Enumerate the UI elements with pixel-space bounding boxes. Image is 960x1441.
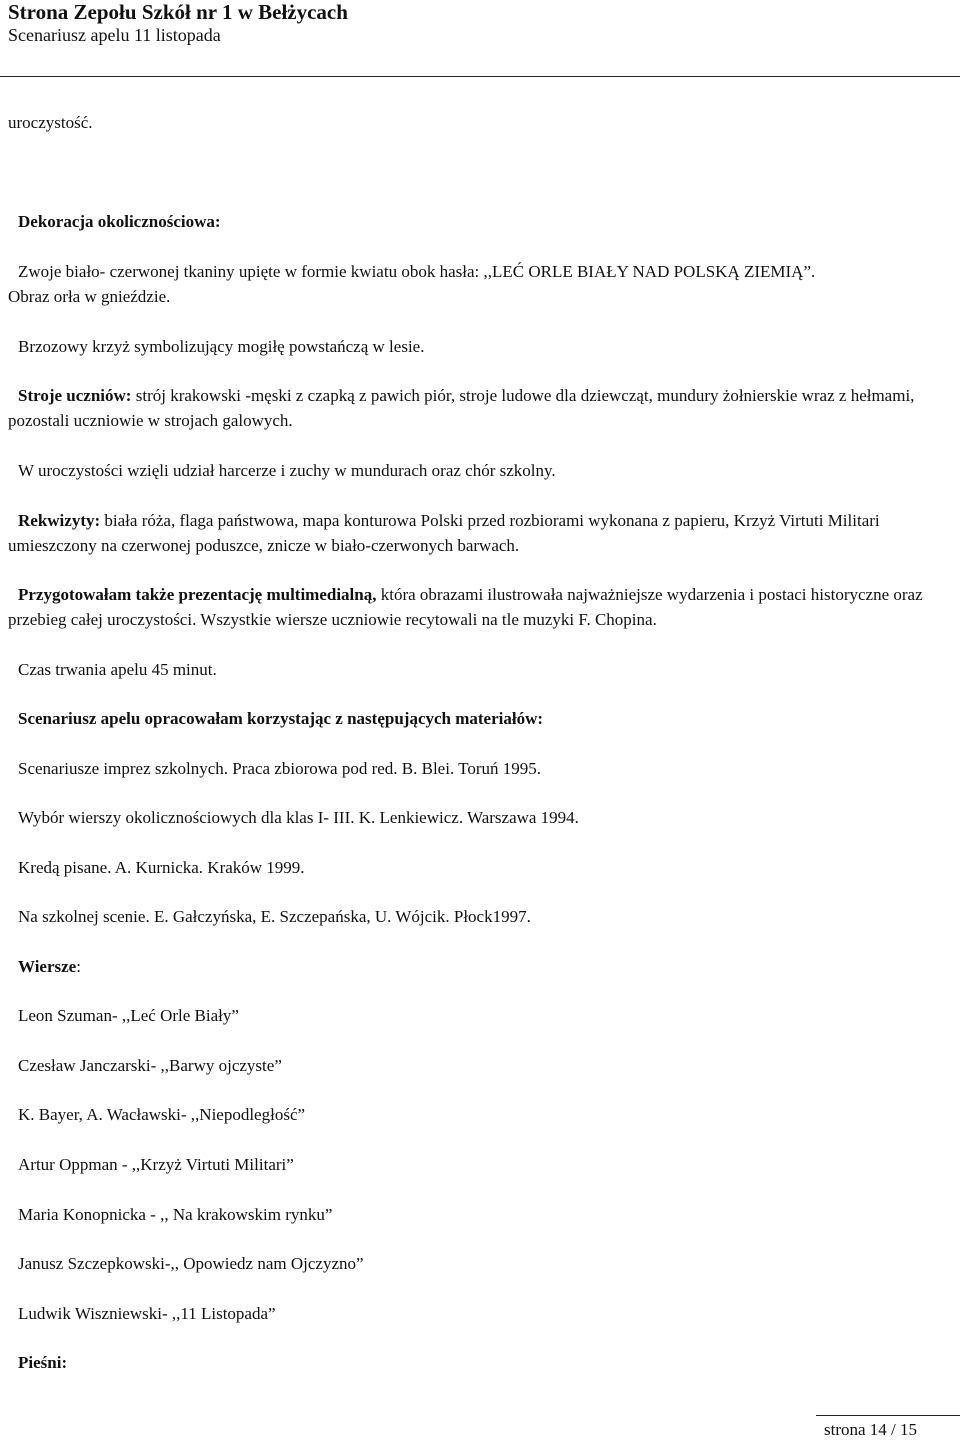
source-item: Scenariusze imprez szkolnych. Praca zbiorowa pod red. B. Blei. Toruń 1995. <box>18 759 541 778</box>
source-item: Na szkolnej scenie. E. Gałczyńska, E. Szczepańska, U. Wójcik. Płock1997. <box>18 907 531 926</box>
poem-item: Janusz Szczepkowski-,, Opowiedz nam Ojczyzno” <box>18 1254 364 1273</box>
poem-item: Artur Oppman - ,,Krzyż Virtuti Militari” <box>18 1155 294 1174</box>
poem-item: Czesław Janczarski- ,,Barwy ojczyste” <box>18 1056 282 1075</box>
costumes-text: strój krakowski -męski z czapką z pawich piór, stroje ludowe dla dziewcząt, mundury żołnierskie wraz z hełmami, pozostali uczniowie w strojach galowych. <box>8 386 915 430</box>
site-title: Strona Zepołu Szkół nr 1 w Bełżycach <box>8 0 348 24</box>
poems-heading-line <box>18 954 960 979</box>
props-paragraph <box>8 508 953 558</box>
footer-divider <box>816 1415 960 1416</box>
header-divider <box>0 76 960 77</box>
decoration-line-1: Zwoje biało- czerwonej tkaniny upięte w formie kwiatu obok hasła: ,,LEĆ ORLE BIAŁY NAD POLSKĄ ZIEMIĄ”. <box>18 262 816 281</box>
presentation-text: która obrazami ilustrowała najważniejsze wydarzenia i postaci historyczne oraz przebieg całej uroczystości. Wszystkie wiersze uczniowie recytowali na tle muzyki F. Chopina. <box>8 585 923 629</box>
costumes-paragraph <box>8 383 953 433</box>
poems-heading: Wiersze <box>18 957 77 976</box>
poem-item: Leon Szuman- ,,Leć Orle Biały” <box>18 1006 239 1025</box>
songs-heading: Pieśni: <box>18 1353 68 1372</box>
poem-item: Maria Konopnicka - ,, Na krakowskim rynku” <box>18 1205 333 1224</box>
continuation-text: uroczystość. <box>8 113 93 132</box>
source-item: Wybór wierszy okolicznościowych dla klas I- III. K. Lenkiewicz. Warszawa 1994. <box>18 808 579 827</box>
sources-heading: Scenariusz apelu opracowałam korzystając z następujących materiałów: <box>18 709 544 728</box>
source-item: Kredą pisane. A. Kurnicka. Kraków 1999. <box>18 858 305 877</box>
duration-text: Czas trwania apelu 45 minut. <box>18 660 217 679</box>
costumes-label: Stroje uczniów: <box>18 386 132 405</box>
props-label: Rekwizyty: <box>18 511 101 530</box>
props-text: biała róża, flaga państwowa, mapa konturowa Polski przed rozbiorami wykonana z papieru, Krzyż Virtuti Militari umieszczony na czerwonej poduszce, znicze w biało-czerwonych barwach. <box>8 511 880 555</box>
scouts-text: W uroczystości wzięli udział harcerze i zuchy w mundurach oraz chór szkolny. <box>18 461 556 480</box>
decoration-heading: Dekoracja okolicznościowa: <box>18 212 221 231</box>
decoration-line-2: Obraz orła w gnieździe. <box>8 287 171 306</box>
page-header <box>8 0 348 46</box>
poems-colon: : <box>76 957 81 976</box>
poem-item: K. Bayer, A. Wacławski- ,,Niepodległość” <box>18 1105 306 1124</box>
document-subtitle: Scenariusz apelu 11 listopada <box>8 25 221 45</box>
presentation-paragraph <box>8 582 953 632</box>
page-number: strona 14 / 15 <box>824 1420 918 1439</box>
presentation-label: Przygotowałam także prezentację multimedialną, <box>18 585 377 604</box>
cross-text: Brzozowy krzyż symbolizujący mogiłę powstańczą w lesie. <box>18 337 425 356</box>
poem-item: Ludwik Wiszniewski- ,,11 Listopada” <box>18 1304 276 1323</box>
